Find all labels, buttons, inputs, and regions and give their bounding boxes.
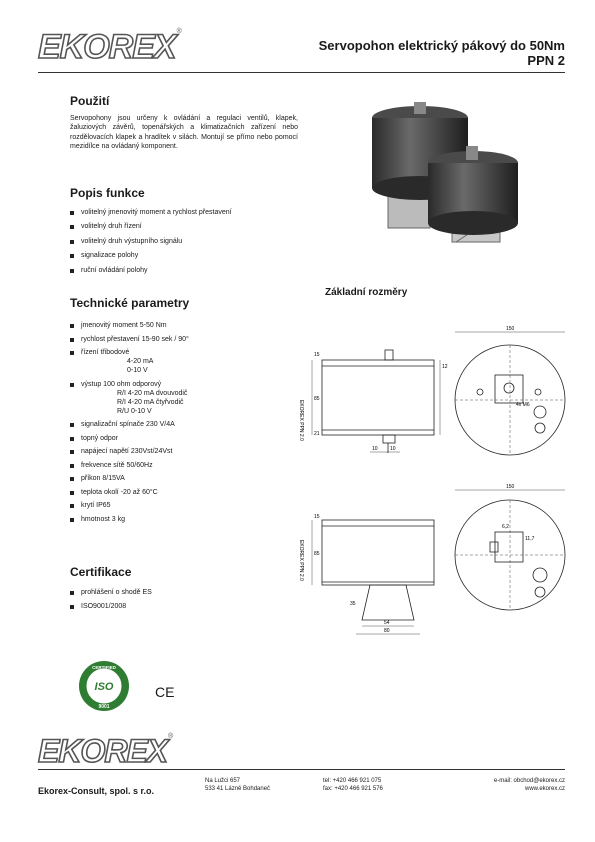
tech-list [70, 321, 189, 524]
dim-label: 11,7 [525, 536, 535, 542]
dim-label: 150 [506, 484, 515, 490]
list-item: signalizace polohy [70, 251, 232, 260]
company-name: Ekorex-Consult, spol. s r.o. [38, 786, 155, 796]
bullet-square-icon [70, 605, 74, 609]
dim-label: 12 [442, 364, 448, 370]
company-logo-footer [38, 733, 173, 770]
drawing-side-view-bottom [312, 520, 434, 634]
bullet-square-icon [70, 477, 74, 481]
bullet-square-icon [70, 351, 74, 355]
svg-text:ISO: ISO [94, 681, 114, 693]
product-photo [360, 98, 535, 248]
dim-label: 150 [506, 326, 515, 332]
dim-label: 15 [314, 352, 320, 358]
section-heading-popis: Popis funkce [70, 186, 145, 200]
list-item: frekvence sítě 50/60Hz [70, 461, 189, 470]
dim-label: 85 [314, 396, 320, 402]
drawing-side-view-top [312, 350, 440, 453]
dim-label: 10 [390, 446, 396, 452]
list-item: jmenovitý moment 5-50 Nm [70, 321, 189, 330]
section-heading-cert: Certifikace [70, 565, 132, 579]
pouziti-paragraph: Servopohony jsou určeny k ovládání a regulaci ventilů, klapek, žaluziových závěrů, topenářských a klimatizačních zařízení nebo rozdělovacích klapek a hradítek v silách. Montují se přímo nebo pomocí mezidílce na ovládaný komponent. [70, 115, 298, 150]
dim-label: 15 [314, 514, 320, 520]
side-label: EKOREX PPN 2.0 [298, 400, 304, 441]
section-heading-dimensions: Základní rozměry [325, 287, 408, 298]
address: Na Lužci 657 533 41 Lázně Bohdaneč [205, 778, 271, 792]
dimension-drawings [290, 320, 580, 640]
email-link[interactable]: e-mail: obchod@ekorex.cz [493, 778, 565, 784]
iso-certified-badge-icon [78, 660, 130, 712]
list-item: signalizační spínače 230 V/4A [70, 420, 189, 429]
dim-label: 10 [372, 446, 378, 452]
header-divider [38, 72, 565, 73]
dim-label: 21 [314, 431, 320, 437]
dim-label: 80 [384, 628, 390, 634]
logo-registered-mark: ® [176, 28, 182, 35]
section-heading-tech: Technické parametry [70, 296, 190, 310]
dim-label: 85 [314, 551, 320, 557]
bullet-square-icon [70, 383, 74, 387]
footer-divider [38, 769, 565, 770]
product-code: PPN 2 [527, 53, 565, 68]
dim-label: 35 [350, 601, 356, 607]
company-logo [38, 28, 182, 67]
list-item: napájecí napětí 230Vst/24Vst [70, 447, 189, 456]
list-item: volitelný jmenovitý moment a rychlost přestavení [70, 208, 232, 217]
list-item: volitelný druh řízení [70, 222, 232, 231]
drawing-top-view-bottom [455, 490, 565, 610]
svg-text:CERTIFIED: CERTIFIED [92, 665, 116, 670]
ce-mark-icon: CE [155, 684, 175, 700]
list-item: ISO9001/2008 [70, 602, 152, 611]
cert-list [70, 588, 152, 611]
list-item: výstup 100 ohm odporový R/I 4-20 mA dvouvodič R/I 4-20 mA čtyřvodič R/U 0-10 V [70, 380, 189, 416]
list-item: prohlášení o shodě ES [70, 588, 152, 597]
bullet-square-icon [70, 504, 74, 508]
logo-registered-mark: ® [168, 733, 174, 740]
bullet-square-icon [70, 464, 74, 468]
list-item: rychlost přestavení 15-90 sek / 90° [70, 335, 189, 344]
list-item: topný odpor [70, 434, 189, 443]
contact-web [494, 777, 565, 793]
bullet-square-icon [70, 254, 74, 258]
bullet-square-icon [70, 437, 74, 441]
page-title: Servopohon elektrický pákový do 50Nm [318, 38, 565, 53]
bullet-square-icon [70, 491, 74, 495]
logo-text: EKOREX [38, 733, 168, 769]
bullet-square-icon [70, 211, 74, 215]
popis-list [70, 208, 232, 275]
svg-text:9001: 9001 [98, 704, 110, 710]
bullet-square-icon [70, 324, 74, 328]
list-item: krytí IP65 [70, 501, 189, 510]
bullet-square-icon [70, 338, 74, 342]
dim-label: 6,2 [502, 524, 509, 530]
bullet-square-icon [70, 591, 74, 595]
bullet-square-icon [70, 269, 74, 273]
bullet-square-icon [70, 450, 74, 454]
logo-text: EKOREX [38, 28, 176, 66]
dim-label: 54 [384, 620, 390, 626]
bullet-square-icon [70, 225, 74, 229]
list-item: teplota okolí -20 až 60°C [70, 488, 189, 497]
list-item: volitelný druh výstupního signálu [70, 237, 232, 246]
list-item: příkon 8/15VA [70, 474, 189, 483]
bullet-square-icon [70, 240, 74, 244]
bullet-square-icon [70, 423, 74, 427]
website-link[interactable]: www.ekorex.cz [524, 786, 565, 792]
phone-fax: tel: +420 466 921 075 fax: +420 466 921 576 [323, 778, 383, 792]
actuator-front [428, 146, 518, 242]
bullet-square-icon [70, 518, 74, 522]
section-heading-pouziti: Použití [70, 94, 110, 108]
drawing-top-view-top [455, 332, 565, 455]
dim-label: 4x M6 [516, 402, 530, 408]
list-item: řízení třibodové 4-20 mA 0-10 V [70, 348, 189, 375]
list-item: hmotnost 3 kg [70, 515, 189, 524]
list-item: ruční ovládání polohy [70, 266, 232, 275]
side-label: EKOREX PPN 2.0 [298, 540, 304, 581]
